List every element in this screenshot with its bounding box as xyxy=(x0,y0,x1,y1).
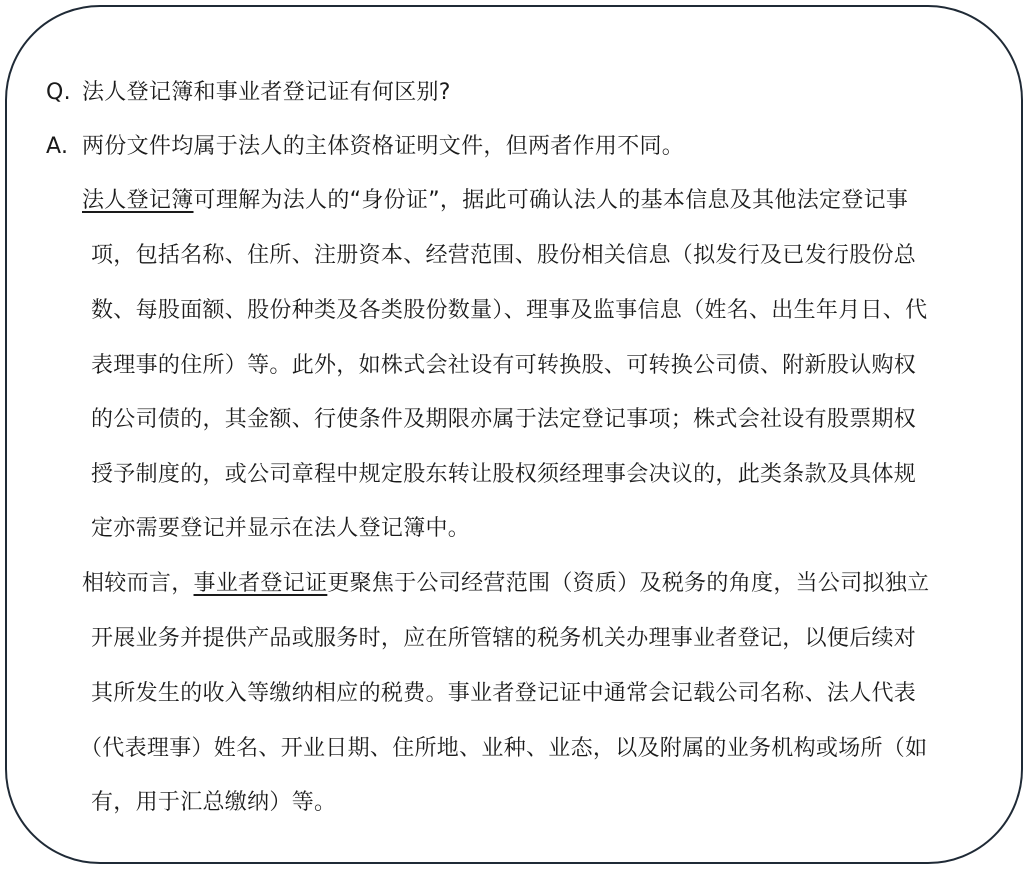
paragraph1-line3: 数、每股面额、股份种类及各类股份数量）、理事及监事信息（姓名、出生年月日、代 xyxy=(91,298,928,323)
paragraph1-line7: 定亦需要登记并显示在法人登记簿中。 xyxy=(91,516,471,541)
question-line xyxy=(46,78,451,108)
paragraph2-line1-text: 更聚焦于公司经营范围（资质）及税务的角度，当公司拟独立 xyxy=(327,571,930,596)
paragraph1-line1-text: 可理解为法人的“身份证”，据此可确认法人的基本信息及其他法定登记事 xyxy=(193,188,909,213)
question-text: 法人登记簿和事业者登记证有何区别? xyxy=(82,80,451,105)
term-business-registration: 事业者登记证 xyxy=(193,571,328,596)
term-legal-registry: 法人登记簿 xyxy=(82,188,194,213)
paragraph2-line3: 其所发生的收入等缴纳相应的税费。事业者登记证中通常会记载公司名称、法人代表 xyxy=(91,681,917,706)
paragraph2-line2: 开展业务并提供产品或服务时，应在所管辖的税务机关办理事业者登记，以便后续对 xyxy=(91,626,917,651)
paragraph1-line4: 表理事的住所）等。此外，如株式会社设有可转换股、可转换公司债、附新股认购权 xyxy=(91,353,917,378)
answer-intro: 两份文件均属于法人的主体资格证明文件，但两者作用不同。 xyxy=(82,134,685,159)
question-prefix: Q. xyxy=(46,80,71,105)
answer-line xyxy=(46,132,684,162)
answer-prefix: A. xyxy=(46,134,69,159)
paragraph2-line1 xyxy=(82,569,929,599)
paragraph2-line5: 有，用于汇总缴纳）等。 xyxy=(91,790,337,815)
paragraph2-line1-pre: 相较而言， xyxy=(82,571,194,596)
paragraph1-line1 xyxy=(82,186,908,216)
paragraph1-line6: 授予制度的，或公司章程中规定股东转让股权须经理事会决议的，此类条款及具体规 xyxy=(91,462,917,487)
paragraph1-line2: 项，包括名称、住所、注册资本、经营范围、股份相关信息（拟发行及已发行股份总 xyxy=(91,243,917,268)
paragraph1-line5: 的公司债的，其金额、行使条件及期限亦属于法定登记事项；株式会社设有股票期权 xyxy=(91,407,917,432)
paragraph2-line4: （代表理事）姓名、开业日期、住所地、业种、业态，以及附属的业务机构或场所（如 xyxy=(80,736,928,761)
